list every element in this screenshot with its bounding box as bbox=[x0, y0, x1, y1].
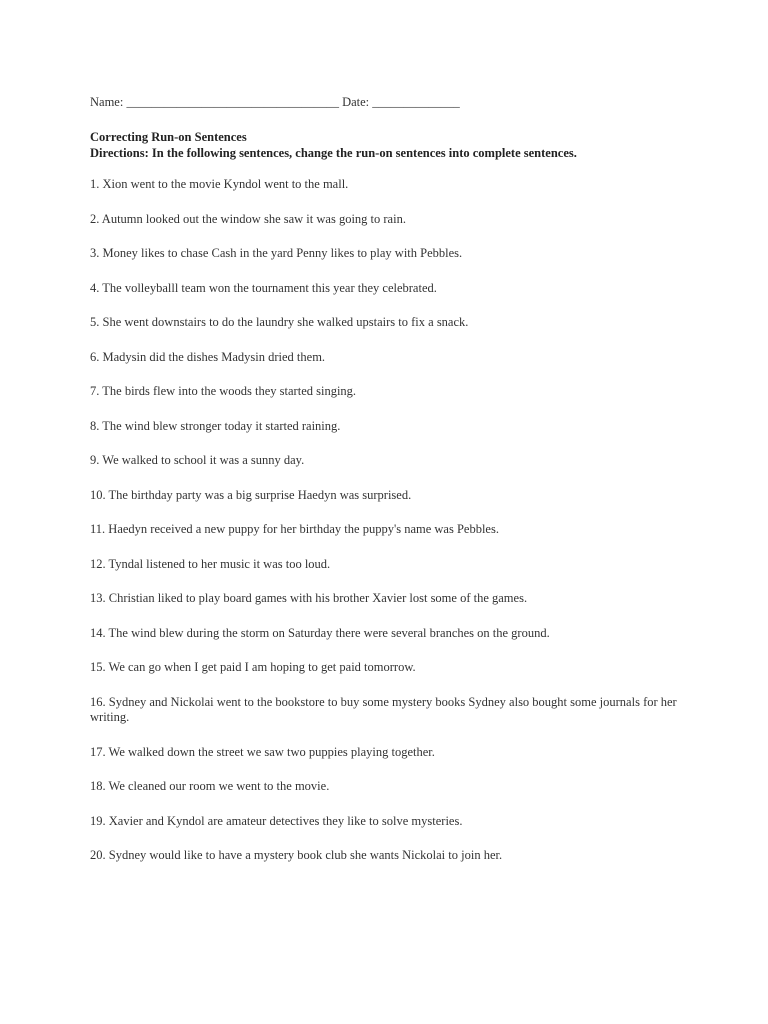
sentence-item-3: 3. Money likes to chase Cash in the yard Penny likes to play with Pebbles. bbox=[90, 246, 463, 260]
sentence-item-11: 11. Haedyn received a new puppy for her birthday the puppy's name was Pebbles. bbox=[90, 522, 499, 536]
sentence-item-7: 7. The birds flew into the woods they started singing. bbox=[90, 384, 357, 398]
sentence-item-1: 1. Xion went to the movie Kyndol went to the mall. bbox=[90, 177, 349, 191]
sentence-list bbox=[90, 177, 740, 864]
sentence-item-18: 18. We cleaned our room we went to the movie. bbox=[90, 779, 330, 793]
sentence-item-8: 8. The wind blew stronger today it started raining. bbox=[90, 418, 341, 433]
sentence-item-12: 12. Tyndal listened to her music it was too loud. bbox=[90, 556, 331, 571]
sentence-item-19: 19. Xavier and Kyndol are amateur detectives they like to solve mysteries. bbox=[90, 813, 463, 828]
sentence-item-5: 5. She went downstairs to do the laundry she walked upstairs to fix a snack. bbox=[90, 315, 469, 329]
date-field-label: Date: ______________ bbox=[342, 95, 460, 109]
sentence-item-13: 13. Christian liked to play board games with his brother Xavier lost some of the games. bbox=[90, 591, 528, 605]
sentence-item-9: 9. We walked to school it was a sunny day. bbox=[90, 453, 305, 467]
sentence-item-17: 17. We walked down the street we saw two puppies playing together. bbox=[90, 744, 435, 759]
sentence-item-10: 10. The birthday party was a big surprise Haedyn was surprised. bbox=[90, 487, 412, 502]
sentence-item-6: 6. Madysin did the dishes Madysin dried them. bbox=[90, 349, 326, 364]
sentence-item-4: 4. The volleyballl team won the tournament this year they celebrated. bbox=[90, 280, 437, 295]
sentence-item-15: 15. We can go when I get paid I am hoping to get paid tomorrow. bbox=[90, 660, 416, 674]
worksheet-directions: Directions: In the following sentences, change the run-on sentences into complete sentences. bbox=[90, 146, 577, 160]
sentence-item-14: 14. The wind blew during the storm on Saturday there were several branches on the ground. bbox=[90, 625, 550, 640]
worksheet-page bbox=[90, 93, 740, 883]
worksheet-title: Correcting Run-on Sentences bbox=[90, 130, 247, 144]
sentence-item-16: 16. Sydney and Nickolai went to the bookstore to buy some mystery books Sydney also bought some journals for her writing. bbox=[90, 694, 677, 724]
sentence-item-2: 2. Autumn looked out the window she saw it was going to rain. bbox=[90, 211, 406, 226]
name-date-line bbox=[90, 93, 740, 111]
name-field-label: Name: __________________________________ bbox=[90, 95, 339, 109]
sentence-item-20: 20. Sydney would like to have a mystery book club she wants Nickolai to join her. bbox=[90, 848, 503, 862]
title-block bbox=[90, 129, 740, 161]
